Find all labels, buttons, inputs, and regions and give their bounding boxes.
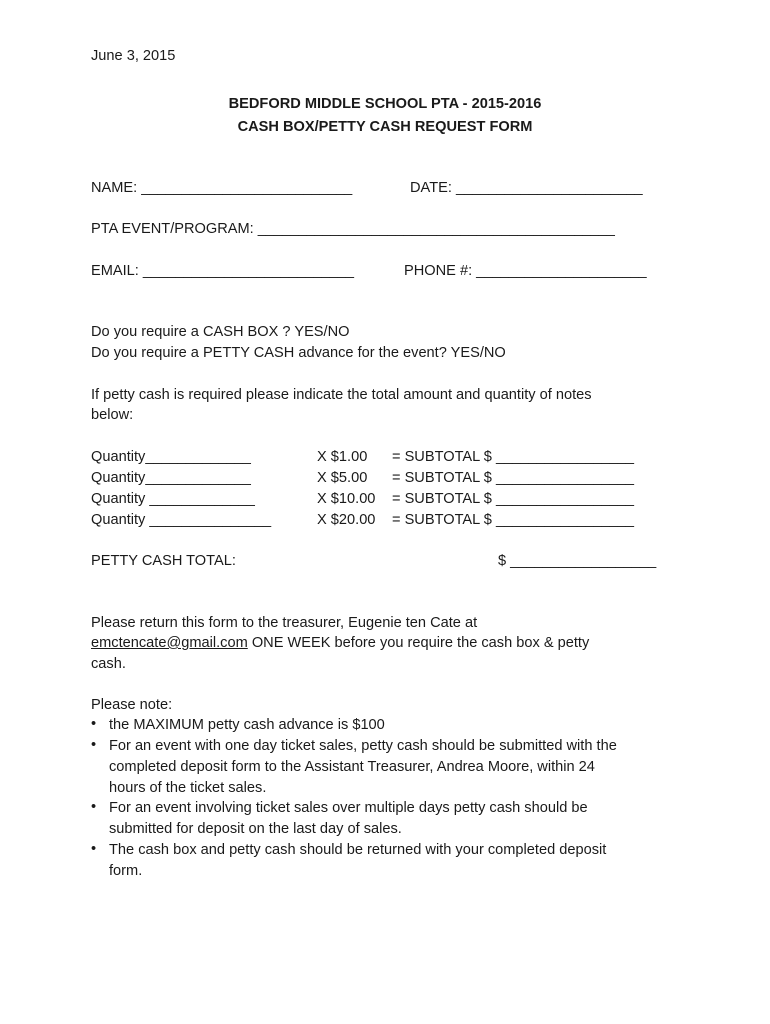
- treasurer-email-link[interactable]: emctencate@gmail.com: [91, 635, 248, 651]
- title-line-2: CASH BOX/PETTY CASH REQUEST FORM: [237, 119, 533, 135]
- petty-cash-total-field[interactable]: $ __________________: [498, 553, 657, 569]
- quantity-field[interactable]: Quantity_____________: [91, 449, 251, 465]
- return-line-1: Please return this form to the treasurer, Eugenie ten Cate at: [91, 615, 478, 631]
- name-field[interactable]: NAME: __________________________: [91, 180, 353, 196]
- date-field[interactable]: DATE: _______________________: [410, 180, 643, 196]
- bullet-icon: •: [91, 841, 97, 857]
- title-line-1: BEDFORD MIDDLE SCHOOL PTA - 2015-2016: [228, 96, 542, 112]
- note-heading: Please note:: [91, 697, 173, 713]
- document-date: June 3, 2015: [91, 48, 176, 64]
- subtotal-field[interactable]: = SUBTOTAL $ _________________: [392, 449, 634, 465]
- note-line: submitted for deposit on the last day of sales.: [109, 821, 402, 837]
- note-line: completed deposit form to the Assistant Treasurer, Andrea Moore, within 24: [109, 759, 595, 775]
- quantity-field[interactable]: Quantity _____________: [91, 491, 255, 507]
- petty-cash-total-label: PETTY CASH TOTAL:: [91, 553, 236, 569]
- event-program-field[interactable]: PTA EVENT/PROGRAM: ____________________________________________: [91, 221, 615, 237]
- return-line-3: cash.: [91, 656, 126, 672]
- return-line-2: [91, 633, 589, 653]
- note-line: form.: [109, 863, 143, 879]
- subtotal-field[interactable]: = SUBTOTAL $ _________________: [392, 491, 634, 507]
- phone-field[interactable]: PHONE #: _____________________: [404, 263, 647, 279]
- instruction-line-2: below:: [91, 407, 134, 423]
- instruction-line-1: If petty cash is required please indicate the total amount and quantity of notes: [91, 387, 592, 403]
- subtotal-field[interactable]: = SUBTOTAL $ _________________: [392, 512, 634, 528]
- bullet-icon: •: [91, 737, 97, 753]
- denomination-label: X $20.00: [317, 512, 376, 528]
- quantity-field[interactable]: Quantity_____________: [91, 470, 251, 486]
- quantity-field[interactable]: Quantity _______________: [91, 512, 272, 528]
- denomination-label: X $1.00: [317, 449, 368, 465]
- note-line: For an event involving ticket sales over multiple days petty cash should be: [109, 800, 588, 816]
- denomination-label: X $5.00: [317, 470, 368, 486]
- bullet-icon: •: [91, 799, 97, 815]
- note-line: hours of the ticket sales.: [109, 780, 267, 796]
- petty-cash-question: Do you require a PETTY CASH advance for the event? YES/NO: [91, 345, 506, 361]
- note-line: The cash box and petty cash should be returned with your completed deposit: [109, 842, 607, 858]
- note-line: the MAXIMUM petty cash advance is $100: [109, 717, 385, 733]
- return-line-2-text: ONE WEEK before you require the cash box & petty: [247, 635, 590, 651]
- cash-box-question: Do you require a CASH BOX ? YES/NO: [91, 324, 350, 340]
- subtotal-field[interactable]: = SUBTOTAL $ _________________: [392, 470, 634, 486]
- denomination-label: X $10.00: [317, 491, 376, 507]
- note-line: For an event with one day ticket sales, petty cash should be submitted with the: [109, 738, 617, 754]
- bullet-icon: •: [91, 716, 97, 732]
- email-field[interactable]: EMAIL: __________________________: [91, 263, 354, 279]
